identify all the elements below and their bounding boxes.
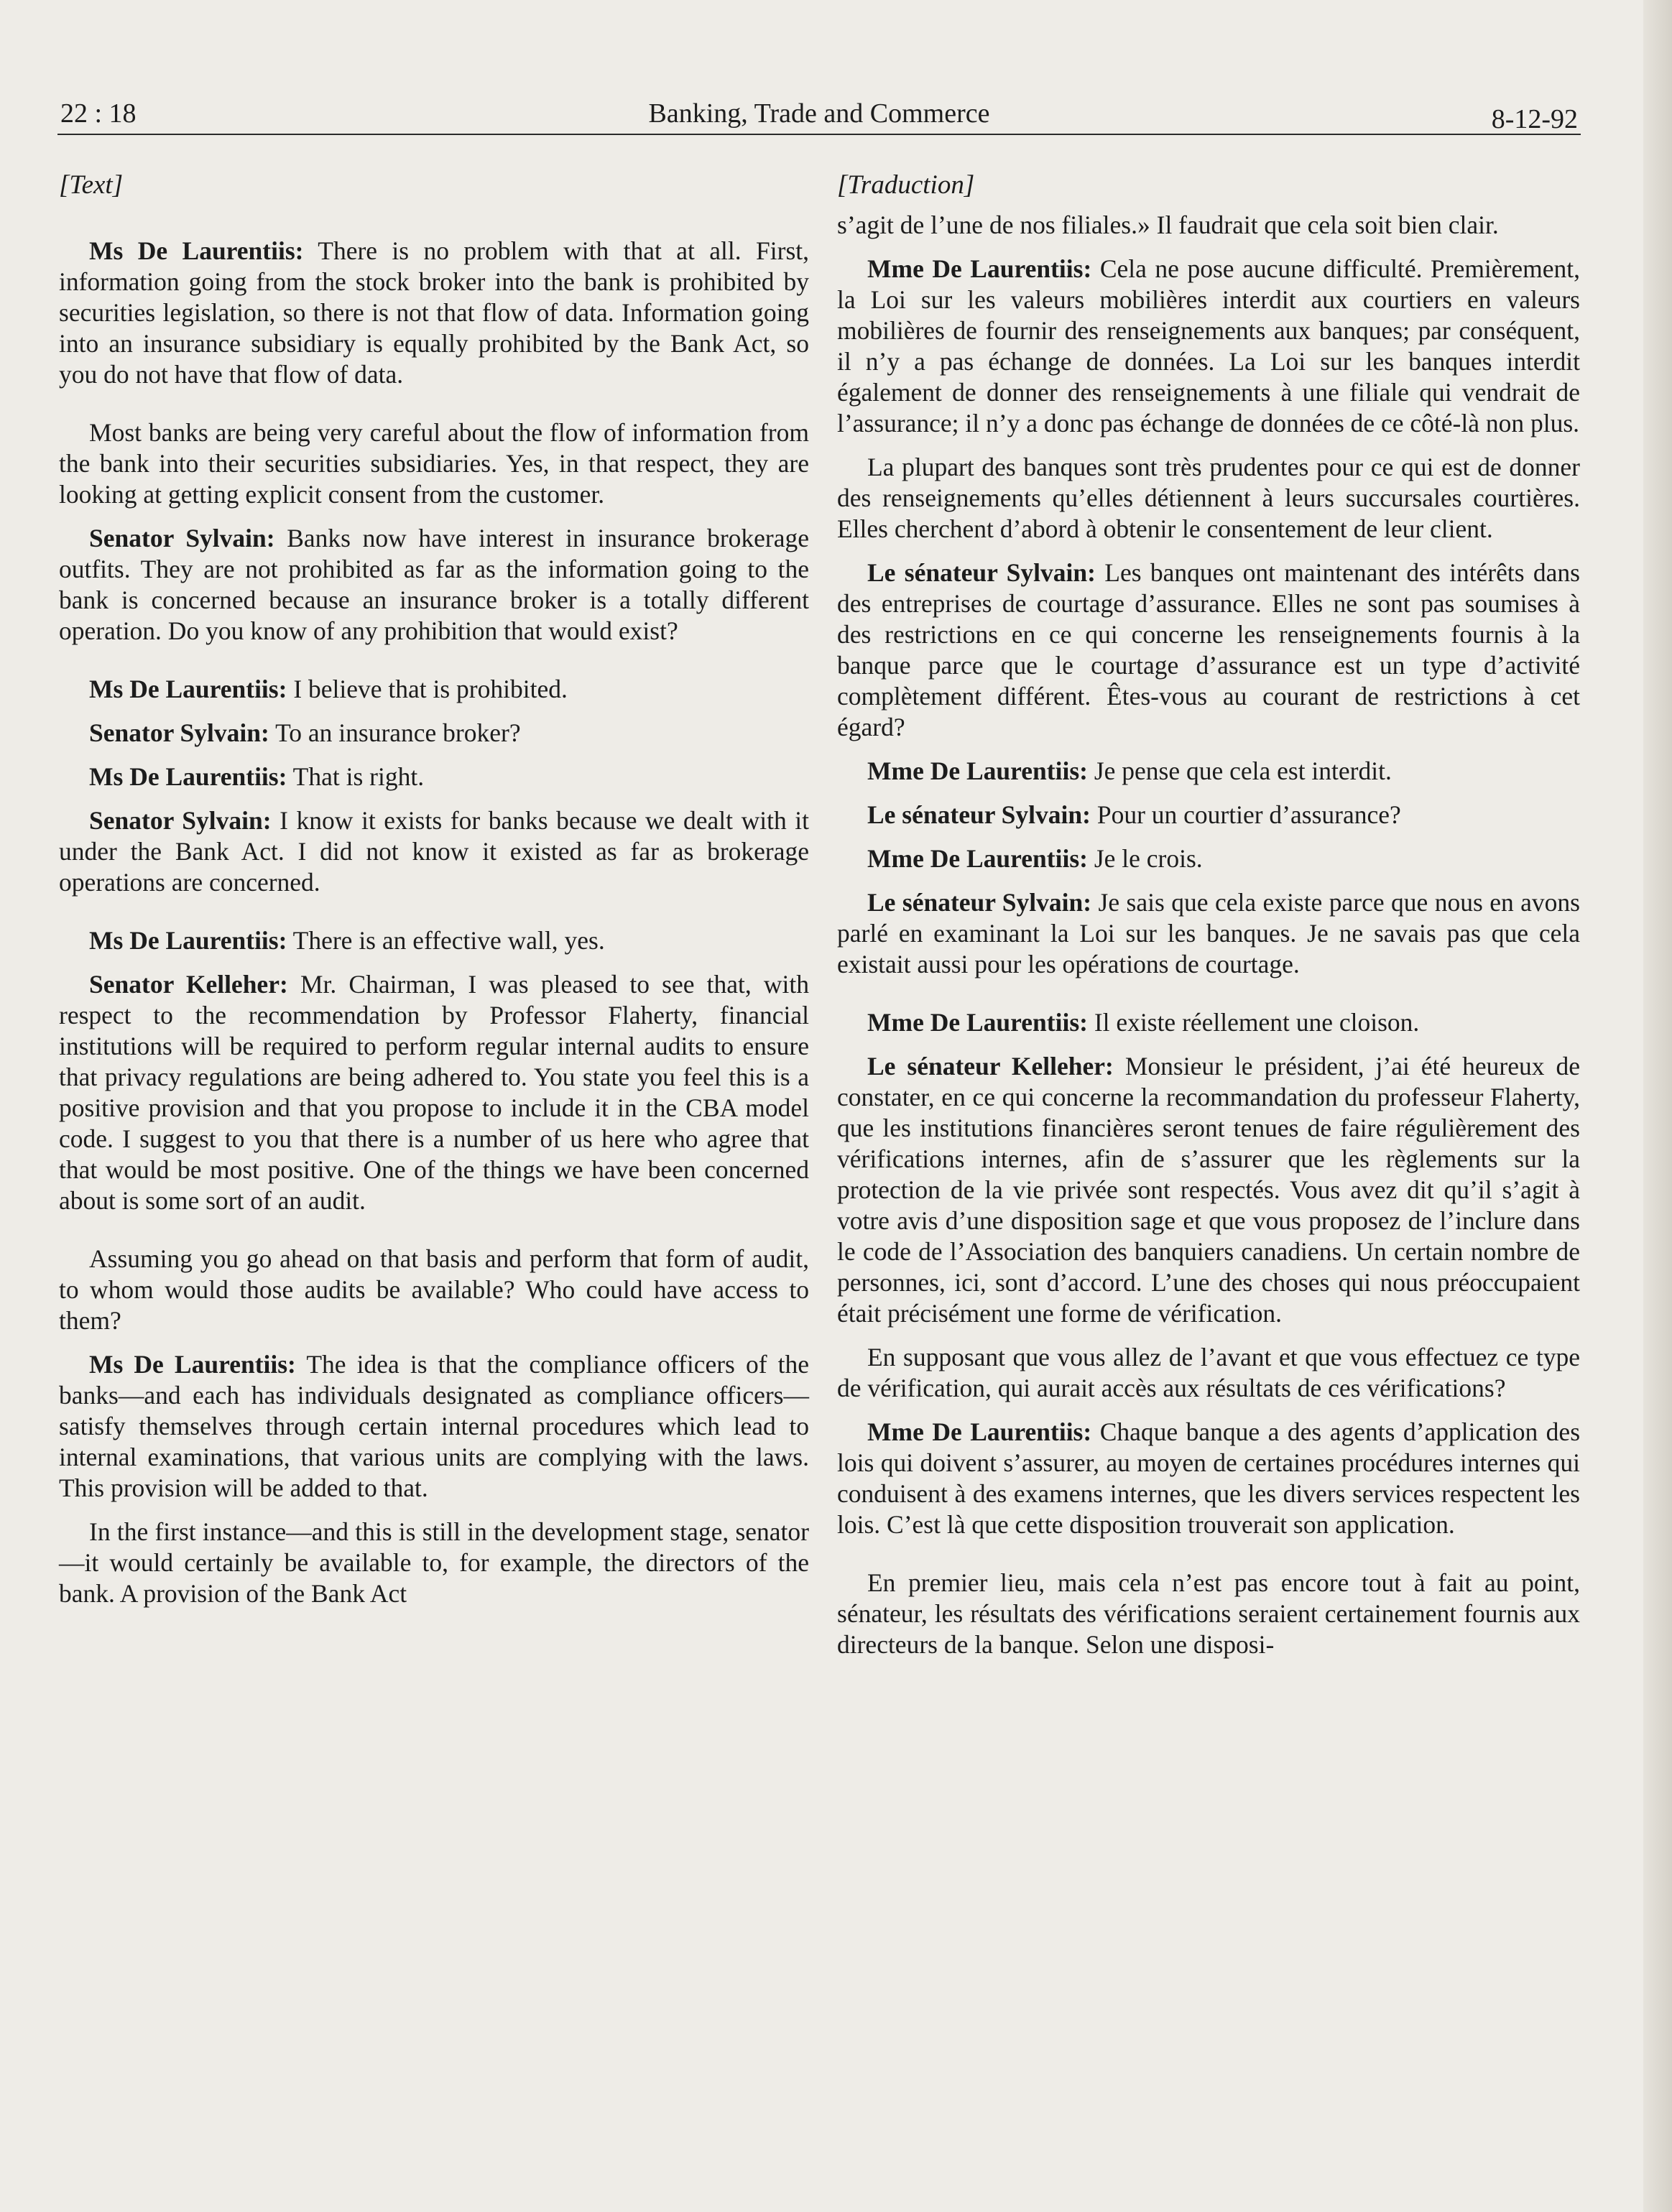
- sitting-date: 8-12-92: [1491, 104, 1578, 134]
- english-column: [59, 171, 809, 1622]
- text-tag: [Text]: [59, 170, 124, 200]
- paragraph: [837, 1417, 1580, 1540]
- page-edge-shadow: [1643, 0, 1672, 2212]
- speaker-name: Senator Sylvain:: [89, 806, 272, 835]
- speech-text: Cela ne pose aucune difficulté. Premièrement, la Loi sur les valeurs mobilières interdit aux courtiers en valeurs mobilières de fournir des renseignements aux banques; par conséquent, il n’y a pas échange de données. La Loi sur les banques interdit également de donner des renseignements à une filiale qui vendrait de l’assurance; il n’y a donc pas échange de données de ce côté-là non plus.: [837, 254, 1580, 438]
- speech-text: s’agit de l’une de nos filiales.» Il faudrait que cela soit bien clair.: [837, 210, 1499, 239]
- paragraph: [837, 452, 1580, 545]
- speaker-name: Mme De Laurentiis:: [867, 1008, 1088, 1037]
- speaker-name: Senator Sylvain:: [89, 718, 269, 747]
- speech-text: La plupart des banques sont très prudentes pour ce qui est de donner des renseignements qu’elles détiennent à leurs succursales courtières. Elles cherchent d’abord à obtenir le consentement de leur client.: [837, 453, 1580, 543]
- page-number: 22 : 18: [60, 98, 137, 129]
- speaker-name: Le sénateur Sylvain:: [867, 800, 1091, 829]
- paragraph: [59, 969, 809, 1216]
- speech-text: Most banks are being very careful about the flow of information from the bank into their securities subsidiaries. Yes, in that respect, they are looking at getting explicit consent from the customer.: [59, 418, 809, 509]
- paragraph: [59, 1244, 809, 1336]
- speech-text: Je le crois.: [1087, 844, 1203, 873]
- speaker-name: Le sénateur Sylvain:: [867, 558, 1096, 587]
- speaker-name: Mme De Laurentiis:: [867, 1417, 1092, 1446]
- speaker-name: Ms De Laurentiis:: [89, 675, 287, 703]
- paragraph: [59, 1349, 809, 1504]
- paragraph: [837, 210, 1580, 241]
- paragraph: [837, 800, 1580, 830]
- paragraph: [837, 887, 1580, 980]
- paragraph: [837, 557, 1580, 743]
- speech-text: Pour un courtier d’assurance?: [1090, 800, 1401, 829]
- speech-text: There is no problem with that at all. First, information going from the stock broker into the bank is prohibited by securities legislation, so there is not that flow of data. Information going into an insurance subsidiary is equally prohibited by the Bank Act, so you do not have that flow of data.: [59, 236, 810, 389]
- speech-text: En premier lieu, mais cela n’est pas encore tout à fait au point, sénateur, les résultats des vérifications seraient certainement fournis aux directeurs de la banque. Selon une disposi-: [837, 1568, 1580, 1659]
- paragraph: [59, 925, 809, 956]
- paragraph: [59, 718, 809, 749]
- paragraph: [59, 1517, 809, 1609]
- speech-text: I believe that is prohibited.: [287, 675, 568, 703]
- paragraph: [59, 805, 809, 898]
- paragraph: [837, 1007, 1580, 1038]
- speaker-name: Le sénateur Sylvain:: [867, 888, 1092, 917]
- french-column: [837, 171, 1580, 1673]
- speech-text: That is right.: [287, 762, 425, 791]
- speaker-name: Senator Sylvain:: [89, 524, 275, 552]
- speech-text: Assuming you go ahead on that basis and perform that form of audit, to whom would those audits be available? Who could have access to them?: [59, 1244, 809, 1335]
- speech-text: Monsieur le président, j’ai été heureux de constater, en ce qui concerne la recommandation du professeur Flaherty, que les institutions financières seront tenues de faire régulièrement des vérifications internes, afin de s’assurer que les règlements sur la protection de la vie privée sont respectés. Vous avez dit qu’il s’agit à votre avis d’une disposition sage et que vous proposez de l’inclure dans le code de l’Association des banquiers canadiens. Un certain nombre de personnes, ici, sont d’accord. L’une des choses qui nous préoccupaient était précisément une forme de vérification.: [837, 1052, 1581, 1328]
- speech-text: Mr. Chairman, I was pleased to see that, with respect to the recommendation by Professor Flaherty, financial institutions will be required to perform regular internal audits to ensure that privacy regulations are being adhered to. You state you feel this is a positive provision and that you propose to include it in the CBA model code. I suggest to you that there is a number of us here who agree that that would be most positive. One of the things we have been concerned about is some sort of an audit.: [59, 970, 809, 1215]
- committee-title: Banking, Trade and Commerce: [648, 98, 990, 129]
- paragraph: [837, 843, 1580, 874]
- paragraph: [59, 236, 809, 390]
- speech-text: I know it exists for banks because we dealt with it under the Bank Act. I did not know it existed as far as brokerage operations are concerned.: [59, 806, 809, 897]
- speaker-name: Mme De Laurentiis:: [867, 756, 1088, 785]
- paragraph: [837, 1342, 1580, 1404]
- speech-text: There is an effective wall, yes.: [287, 926, 605, 955]
- speech-text: In the first instance—and this is still in the development stage, senator—it would certainly be available to, for example, the directors of the bank. A provision of the Bank Act: [59, 1517, 809, 1608]
- paragraph: [837, 254, 1580, 439]
- speaker-name: Ms De Laurentiis:: [89, 236, 304, 265]
- speaker-name: Senator Kelleher:: [89, 970, 288, 999]
- speech-text: Chaque banque a des agents d’application des lois qui doivent s’assurer, au moyen de certaines procédures internes qui conduisent à des examens internes, que les divers services respectent les lois. C’est là que cette disposition trouverait son application.: [837, 1417, 1581, 1539]
- speech-text: To an insurance broker?: [269, 718, 521, 747]
- paragraph: [59, 417, 809, 510]
- paragraph: [59, 523, 809, 647]
- speech-text: Je pense que cela est interdit.: [1087, 756, 1392, 785]
- speech-text: Les banques ont maintenant des intérêts dans des entreprises de courtage d’assurance. Elles ne sont pas soumises à des restrictions en ce qui concerne les renseignements fournis à la banque parce que le courtage d’assurance est un type d’activité complètement différent. Êtes-vous au courant de restrictions à cet égard?: [837, 558, 1580, 741]
- speaker-name: Ms De Laurentiis:: [89, 1350, 296, 1379]
- speech-text: Banks now have interest in insurance brokerage outfits. They are not prohibited as far as the information going to the bank is concerned because an insurance broker is a totally different operation. Do you know of any prohibition that would exist?: [59, 524, 810, 645]
- paragraph: [837, 1568, 1580, 1660]
- paragraph: [59, 674, 809, 705]
- speaker-name: Le sénateur Kelleher:: [867, 1052, 1114, 1080]
- speech-text: Il existe réellement une cloison.: [1087, 1008, 1420, 1037]
- paragraph: [837, 756, 1580, 787]
- speaker-name: Mme De Laurentiis:: [867, 254, 1092, 283]
- speech-text: The idea is that the compliance officers of the banks—and each has individuals designated as compliance officers—satisfy themselves through certain internal procedures which lead to internal examinations, that various units are complying with the laws. This provision will be added to that.: [59, 1350, 809, 1502]
- speaker-name: Ms De Laurentiis:: [89, 762, 287, 791]
- speaker-name: Mme De Laurentiis:: [867, 844, 1088, 873]
- paragraph: [59, 762, 809, 792]
- speech-text: Je sais que cela existe parce que nous en avons parlé en examinant la Loi sur les banques. Je ne savais pas que cela existait aussi pour les opérations de courtage.: [837, 888, 1580, 978]
- running-header: [57, 98, 1581, 135]
- speech-text: En supposant que vous allez de l’avant et que vous effectuez ce type de vérification, qui aurait accès aux résultats de ces vérifications?: [837, 1343, 1580, 1402]
- paragraph: [837, 1051, 1580, 1329]
- translation-tag: [Traduction]: [837, 170, 975, 200]
- speaker-name: Ms De Laurentiis:: [89, 926, 287, 955]
